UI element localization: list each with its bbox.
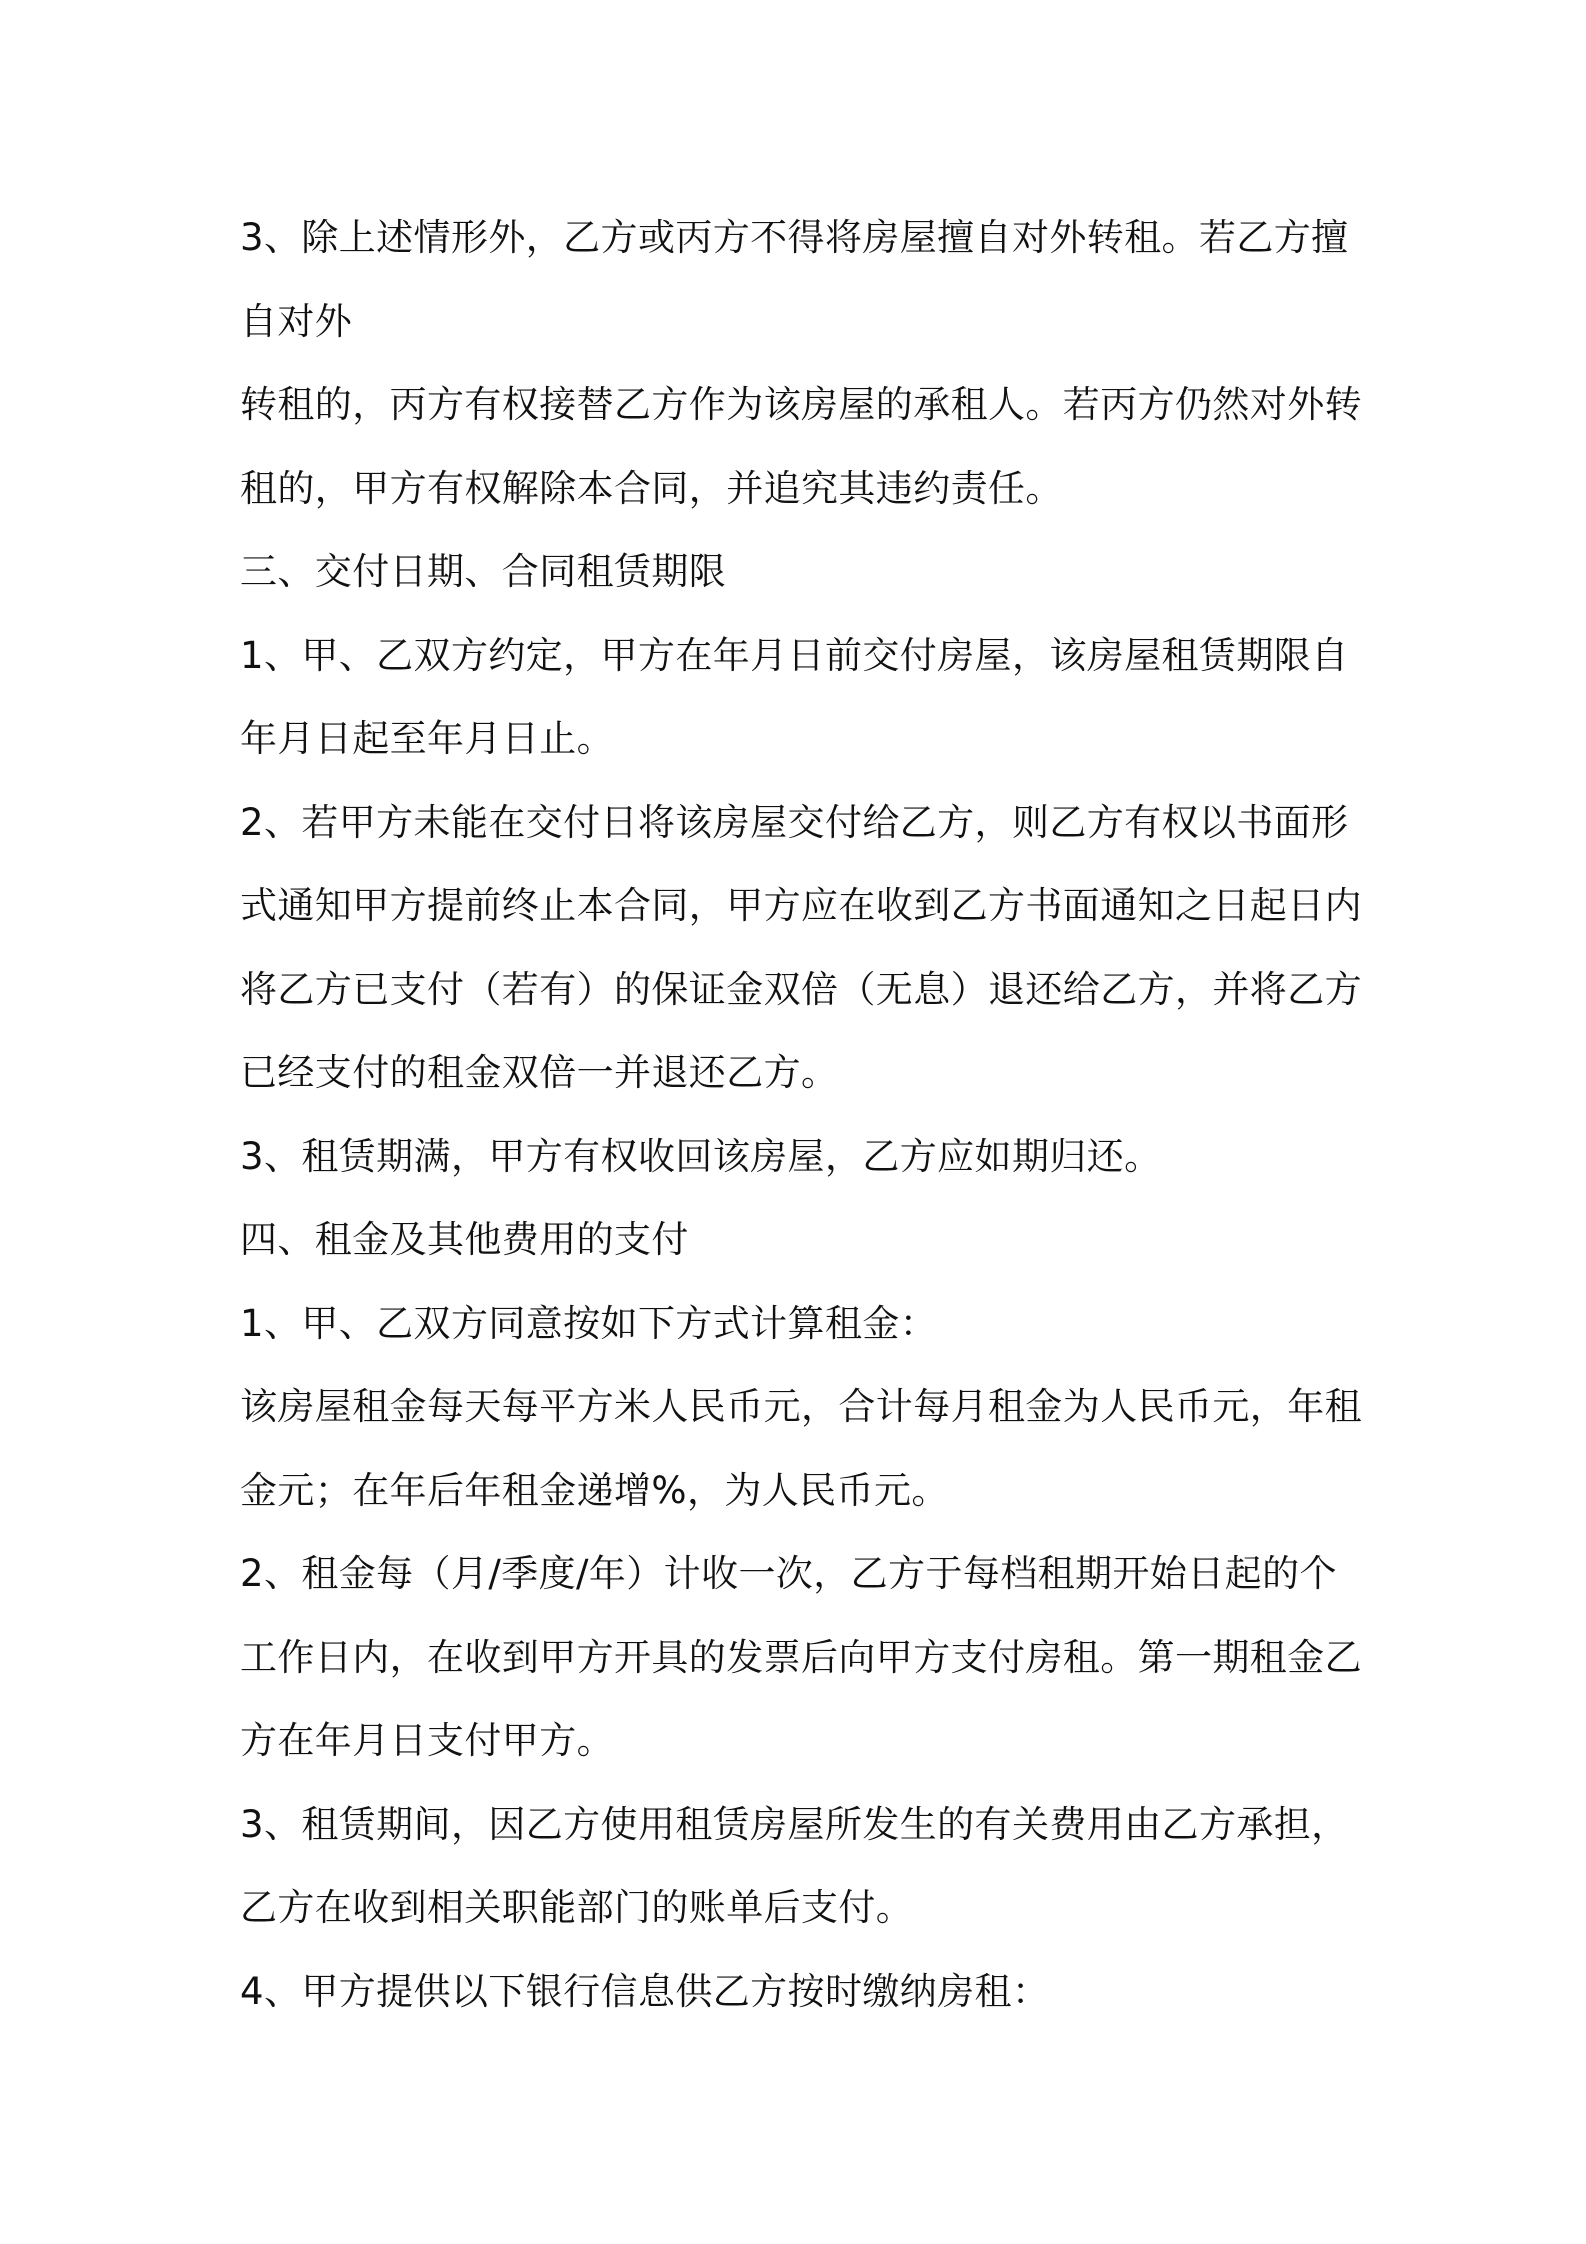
section-heading: 四、租金及其他费用的支付 [240,1218,689,1261]
text-line: 金元；在年后年租金递增%，为人民币元。 [240,1468,949,1512]
text-line: 转租的，丙方有权接替乙方作为该房屋的承租人。若丙方仍然对外转 [240,383,1362,426]
text-line: 3、租赁期间，因乙方使用租赁房屋所发生的有关费用由乙方承担， [240,1802,1349,1846]
text-line: 2、若甲方未能在交付日将该房屋交付给乙方，则乙方有权以书面形 [240,800,1349,844]
text-line: 1、甲、乙双方同意按如下方式计算租金： [240,1301,938,1345]
text-line: 年月日起至年月日止。 [240,717,614,760]
text-line: 式通知甲方提前终止本合同，甲方应在收到乙方书面通知之日起日内 [240,884,1362,927]
text-line: 4、甲方提供以下银行信息供乙方按时缴纳房租： [240,1969,1050,2013]
text-line: 3、除上述情形外，乙方或丙方不得将房屋擅自对外转租。若乙方擅 [240,216,1349,259]
text-line: 已经支付的租金双倍一并退还乙方。 [240,1051,839,1094]
text-line: 方在年月日支付甲方。 [240,1719,614,1762]
text-line: 将乙方已支付（若有）的保证金双倍（无息）退还给乙方，并将乙方 [240,967,1362,1011]
text-line: 3、租赁期满，甲方有权收回该房屋，乙方应如期归还。 [240,1134,1162,1178]
text-line: 租的，甲方有权解除本合同，并追究其违约责任。 [240,466,1063,510]
text-line: 1、甲、乙双方约定，甲方在年月日前交付房屋，该房屋租赁期限自 [240,633,1349,677]
text-line: 该房屋租金每天每平方米人民币元，合计每月租金为人民币元，年租 [240,1385,1362,1428]
text-line: 2、租金每（月/季度/年）计收一次，乙方于每档租期开始日起的个 [240,1552,1337,1595]
text-line: 乙方在收到相关职能部门的账单后支付。 [240,1886,914,1929]
section-heading: 三、交付日期、合同租赁期限 [240,550,727,593]
text-line: 工作日内，在收到甲方开具的发票后向甲方支付房租。第一期租金乙 [240,1635,1362,1679]
document-body [240,196,1360,2033]
text-line: 自对外 [240,299,353,343]
